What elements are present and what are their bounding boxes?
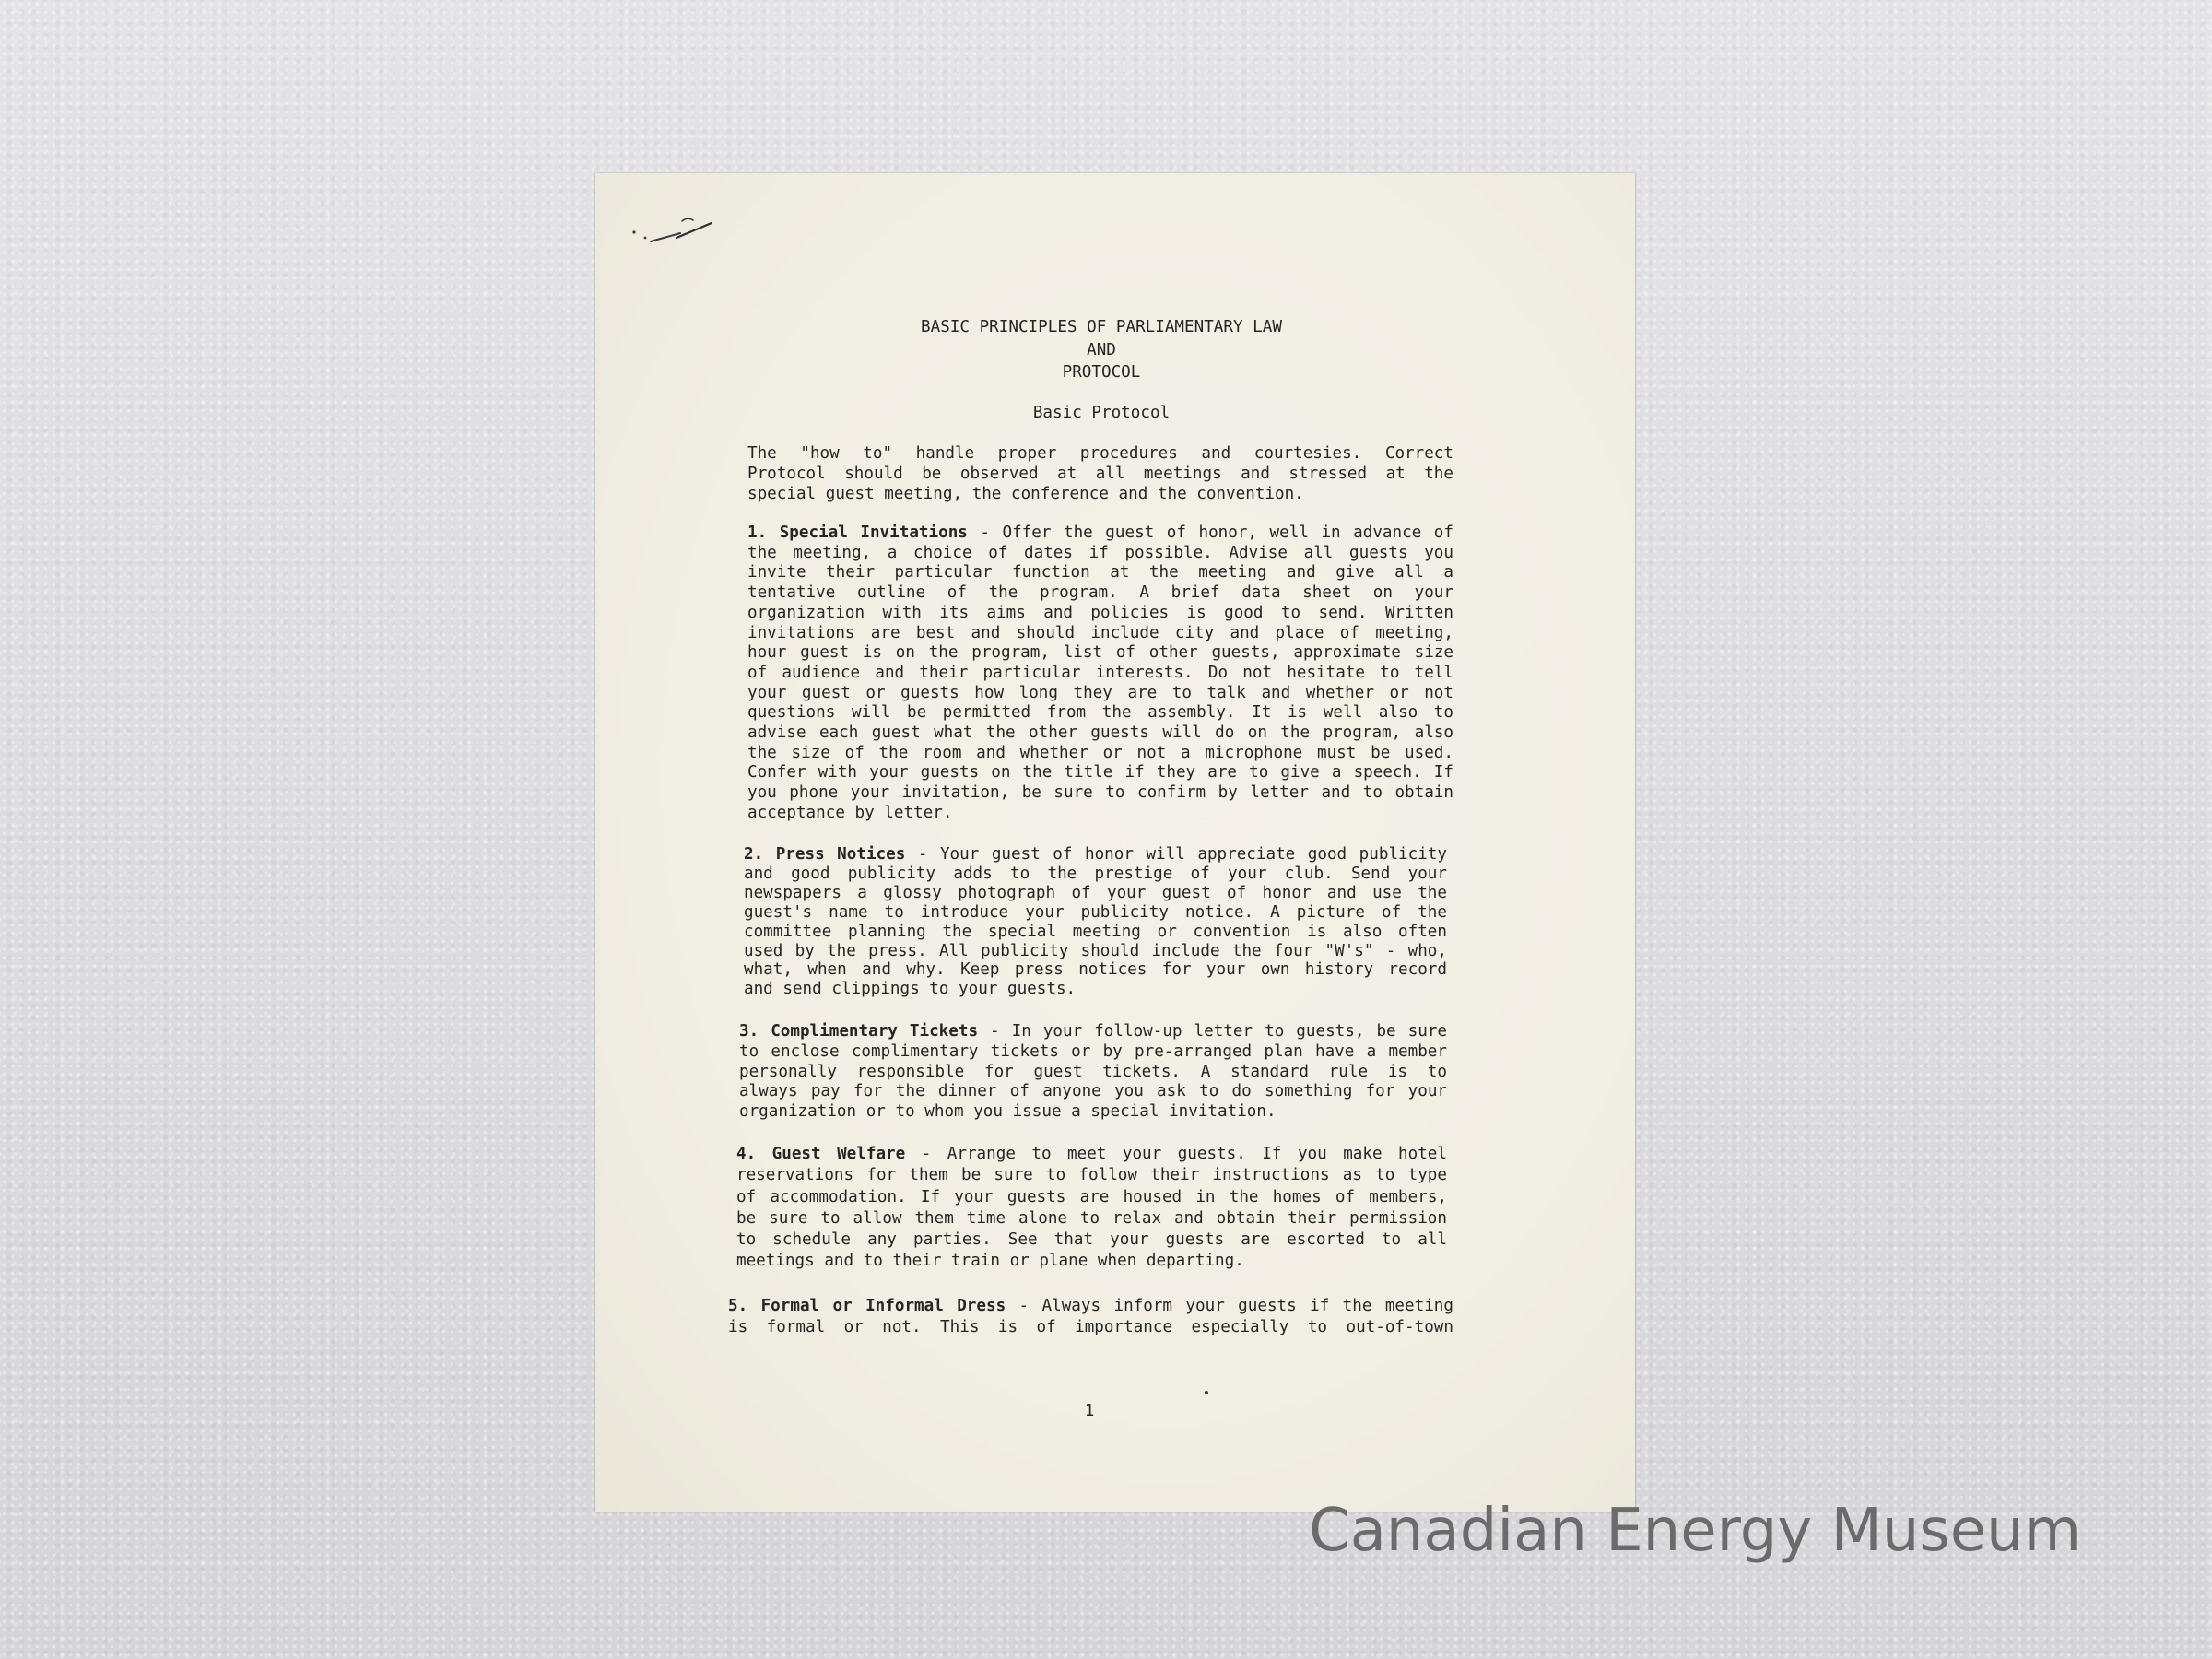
text-line: advise each guest what the other guests will do on the program, also — [747, 724, 1453, 743]
text-segment: - Your guest of honor will appreciate good publicity — [905, 845, 1447, 864]
text-line: used by the press. All publicity should include the four "W's" - who, — [744, 941, 1447, 960]
paragraph-complimentary-tickets — [739, 1022, 1447, 1123]
text-line — [747, 524, 1453, 544]
text-line: is formal or not. This is of importance especially to out-of-town — [728, 1318, 1453, 1336]
text-line: and good publicity adds to the prestige of your club. Send your — [744, 864, 1447, 883]
text-line: committee planning the special meeting or convention is also often — [744, 922, 1447, 941]
paragraph-special-invitations — [747, 524, 1453, 824]
text-line: Protocol should be observed at all meetings and stressed at the — [747, 464, 1453, 483]
text-line: acceptance by letter. — [747, 803, 953, 822]
text-line: Confer with your guests on the title if they are to give a speech. If — [747, 763, 1453, 782]
text-line: and send clippings to your guests. — [744, 980, 1077, 999]
paragraph-formal-or-informal-dress — [728, 1296, 1453, 1338]
text-line: invite their particular function at the meeting and give all a — [747, 563, 1453, 582]
text-line: organization or to whom you issue a special invitation. — [739, 1102, 1277, 1122]
item-heading: 2. Press Notices — [744, 845, 906, 864]
page-number: 1 — [1084, 1402, 1095, 1420]
text-line: organization with its aims and policies is good to send. Written — [747, 603, 1453, 622]
text-line: the size of the room and whether or not a microphone must be used. — [747, 743, 1453, 762]
item-heading: 1. Special Invitations — [747, 524, 968, 542]
text-line — [736, 1144, 1447, 1165]
text-line: meetings and to their train or plane when departing. — [736, 1252, 1244, 1271]
text-line: reservations for them be sure to follow their instructions as to type — [736, 1166, 1447, 1185]
text-line — [739, 1022, 1447, 1042]
text-line: invitations are best and should include city and place of meeting, — [747, 623, 1453, 642]
paragraph-guest-welfare — [736, 1144, 1447, 1273]
text-line — [728, 1296, 1453, 1317]
document-page — [595, 173, 1635, 1512]
title-line: PROTOCOL — [1062, 363, 1141, 382]
text-line: of audience and their particular interests. Do not hesitate to tell — [747, 663, 1453, 682]
text-line: to enclose complimentary tickets or by pre-arranged plan have a member — [739, 1041, 1447, 1061]
text-line: special guest meeting, the conference and the convention. — [747, 484, 1304, 503]
item-heading: 3. Complimentary Tickets — [739, 1022, 979, 1041]
text-line: of accommodation. If your guests are housed in the homes of members, — [736, 1187, 1447, 1206]
item-heading: 5. Formal or Informal Dress — [728, 1297, 1006, 1315]
pen-mark — [623, 210, 724, 252]
title-line: BASIC PRINCIPLES OF PARLIAMENTARY LAW — [921, 318, 1282, 336]
text-segment: - Always inform your guests if the meeting — [1006, 1297, 1453, 1315]
text-segment: - Offer the guest of honor, well in advance of — [967, 524, 1453, 542]
text-line: you phone your invitation, be sure to confirm by letter and to obtain — [747, 783, 1453, 803]
text-line: your guest or guests how long they are to talk and whether or not — [747, 683, 1453, 702]
text-line: be sure to allow them time alone to relax and obtain their permission — [736, 1208, 1447, 1228]
text-line: The "how to" handle proper procedures and courtesies. Correct — [747, 444, 1453, 463]
text-line: hour guest is on the program, list of other guests, approximate size — [747, 643, 1453, 663]
text-segment: - In your follow-up letter to guests, be sure — [978, 1022, 1448, 1041]
text-line: the meeting, a choice of dates if possible. Advise all guests you — [747, 543, 1453, 562]
ink-speck — [1205, 1391, 1208, 1394]
intro-paragraph — [747, 444, 1453, 504]
paragraph-press-notices — [744, 845, 1447, 999]
section-heading: Basic Protocol — [1032, 404, 1171, 422]
text-line: to schedule any parties. See that your guests are escorted to all — [736, 1230, 1447, 1250]
text-line: personally responsible for guest tickets. A standard rule is to — [739, 1062, 1447, 1081]
text-line: what, when and why. Keep press notices for your own history record — [744, 960, 1447, 980]
text-line: questions will be permitted from the assembly. It is well also to — [747, 703, 1453, 723]
text-line — [744, 845, 1447, 865]
document-title — [733, 316, 1470, 384]
text-line: tentative outline of the program. A brief data sheet on your — [747, 583, 1453, 603]
item-heading: 4. Guest Welfare — [736, 1145, 906, 1163]
text-line: always pay for the dinner of anyone you ask to do something for your — [739, 1082, 1447, 1101]
text-line: guest's name to introduce your publicity notice. A picture of the — [744, 902, 1447, 922]
watermark: Canadian Energy Museum — [1309, 1497, 2082, 1565]
title-line: AND — [1087, 340, 1116, 359]
text-line: newspapers a glossy photograph of your guest of honor and use the — [744, 883, 1447, 902]
text-segment: - Arrange to meet your guests. If you make hotel — [905, 1145, 1447, 1163]
